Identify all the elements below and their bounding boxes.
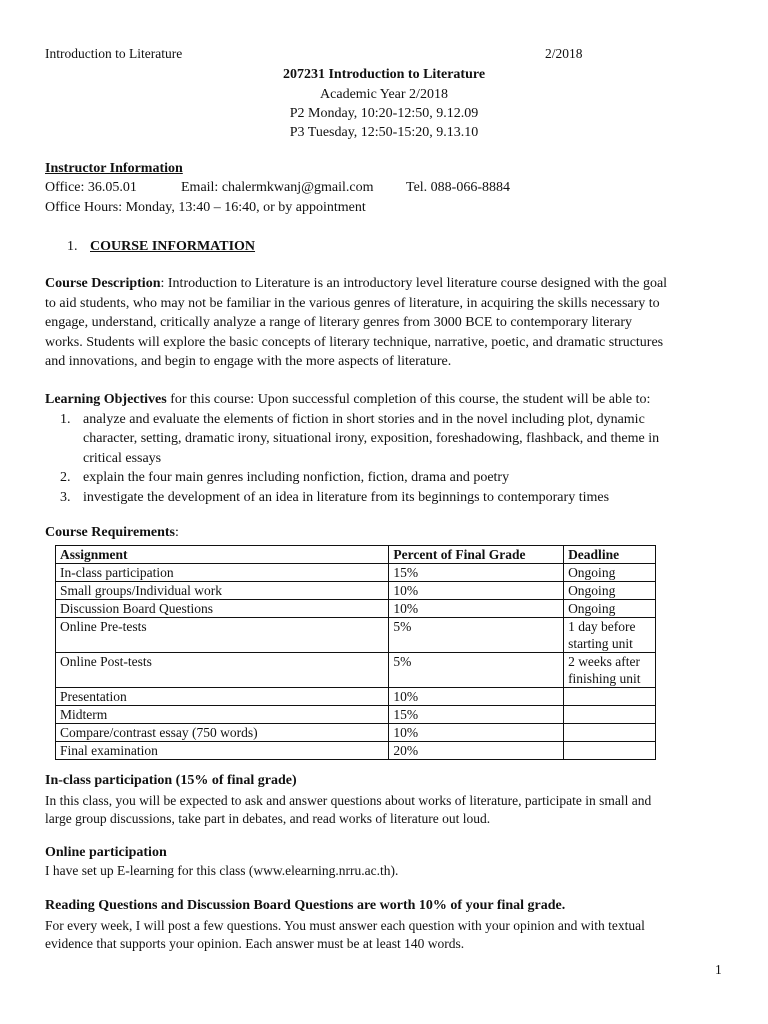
deadline-line: Ongoing [568,583,616,598]
objectives-label: Learning Objectives [45,392,167,407]
assignment-cell: Final examination [56,742,389,760]
column-header: Deadline [564,546,656,564]
column-header: Assignment [56,546,389,564]
assignment-cell: Online Pre-tests [56,618,389,653]
percent-cell: 5% [389,618,564,653]
deadline-line: 1 day before [568,619,636,634]
deadline-line: Ongoing [568,601,616,616]
deadline-line [568,742,651,759]
objective-item: 3. investigate the development of an idea in literature from its beginnings to contemporary times [60,489,610,505]
percent-cell: 20% [389,742,564,760]
online-heading: Online participation [45,845,167,860]
deadline-cell [564,582,656,600]
table-row [56,706,656,724]
percent-cell: 10% [389,724,564,742]
header-term: 2/2018 [545,46,583,61]
deadline-cell [564,618,656,653]
assignment-cell: Midterm [56,706,389,724]
assignment-cell: Compare/contrast essay (750 words) [56,724,389,742]
table-header-row [56,546,656,564]
requirements-heading: Course Requirements: [45,525,179,540]
assignment-cell: Presentation [56,688,389,706]
percent-cell: 10% [389,582,564,600]
deadline-line [568,706,651,723]
deadline-line [568,688,651,705]
page-number: 1 [715,962,722,977]
inclass-heading: In-class participation (15% of final grade) [45,773,297,788]
course-description-line: engage, understand, critically analyze a range of literary genres from 3000 BCE to contemporary literary [45,315,632,330]
assignment-cell: Small groups/Individual work [56,582,389,600]
assignment-cell: Discussion Board Questions [56,600,389,618]
percent-cell: 10% [389,688,564,706]
table-row [56,724,656,742]
header-course-name: Introduction to Literature [45,46,183,61]
objective-item: 2. explain the four main genres including nonfiction, fiction, drama and poetry [60,470,510,485]
online-body: I have set up E-learning for this class (www.elearning.nrru.ac.th). [45,863,399,878]
table-row [56,582,656,600]
column-header: Percent of Final Grade [389,546,564,564]
course-description-line: and innovations, and begin to engage with the more aspects of literature. [45,354,452,369]
instructor-heading: Instructor Information [45,161,183,176]
office-location: Office: 36.05.01 [45,180,137,195]
course-description [45,274,735,372]
section-number: 1. [67,239,78,254]
assignment-cell: Online Post-tests [56,653,389,688]
assignment-cell: In-class participation [56,564,389,582]
deadline-cell [564,742,656,760]
table-row [56,600,656,618]
deadline-line: 2 weeks after [568,654,641,669]
table-row [56,653,656,688]
deadline-cell [564,564,656,582]
percent-cell: 15% [389,564,564,582]
deadline-line: finishing unit [568,671,641,686]
reading-body: For every week, I will post a few questions. You must answer each question with your opinion and with textual evidence that supports your opinion. Each answer must be at least 140 words. [45,918,645,951]
percent-cell: 15% [389,706,564,724]
course-description-line: Course Description: Introduction to Literature is an introductory level literature course designed with the goal [45,276,668,291]
deadline-line [568,724,651,741]
objective-item: 1. analyze and evaluate the elements of fiction in short stories and in the novel including plot, dynamic character, setting, dramatic irony, situational irony, exposition, foreshadowing, flashback, and theme in critical essays [60,411,660,466]
academic-year: Academic Year 2/2018 [320,87,448,102]
section-heading: COURSE INFORMATION [90,239,256,254]
schedule-p3: P3 Tuesday, 12:50-15:20, 9.13.10 [289,125,479,140]
instructor-email: Email: chalermkwanj@gmail.com [181,180,374,195]
deadline-cell [564,688,656,706]
percent-cell: 10% [389,600,564,618]
deadline-cell [564,706,656,724]
deadline-line: starting unit [568,636,633,651]
deadline-cell [564,724,656,742]
table-row [56,564,656,582]
office-hours: Office Hours: Monday, 13:40 – 16:40, or by appointment [45,200,366,215]
course-title: 207231 Introduction to Literature [282,67,486,82]
course-description-label: Course Description [45,276,161,291]
reading-heading: Reading Questions and Discussion Board Questions are worth 10% of your final grade. [45,898,566,913]
deadline-line: Ongoing [568,565,616,580]
requirements-table [55,545,656,760]
schedule-p2: P2 Monday, 10:20-12:50, 9.12.09 [289,106,479,121]
percent-cell: 5% [389,653,564,688]
table-row [56,618,656,653]
instructor-phone: Tel. 088-066-8884 [406,180,511,195]
deadline-cell [564,653,656,688]
course-description-line: to aid students, who may not be familiar in the various genres of literature, in acquiring the skills necessary to [45,295,660,311]
objectives-intro: Learning Objectives for this course: Upon successful completion of this course, the student will be able to: [45,392,651,407]
course-description-line: works. Students will explore the basic concepts of literary technique, narrative, poetic, and dramatic structures [45,334,664,350]
inclass-body: In this class, you will be expected to ask and answer questions about works of literature, participate in small and large group discussions, take part in debates, and read works of literature out loud. [45,793,652,826]
table-row [56,742,656,760]
learning-objectives [45,390,735,507]
table-row [56,688,656,706]
deadline-cell [564,600,656,618]
